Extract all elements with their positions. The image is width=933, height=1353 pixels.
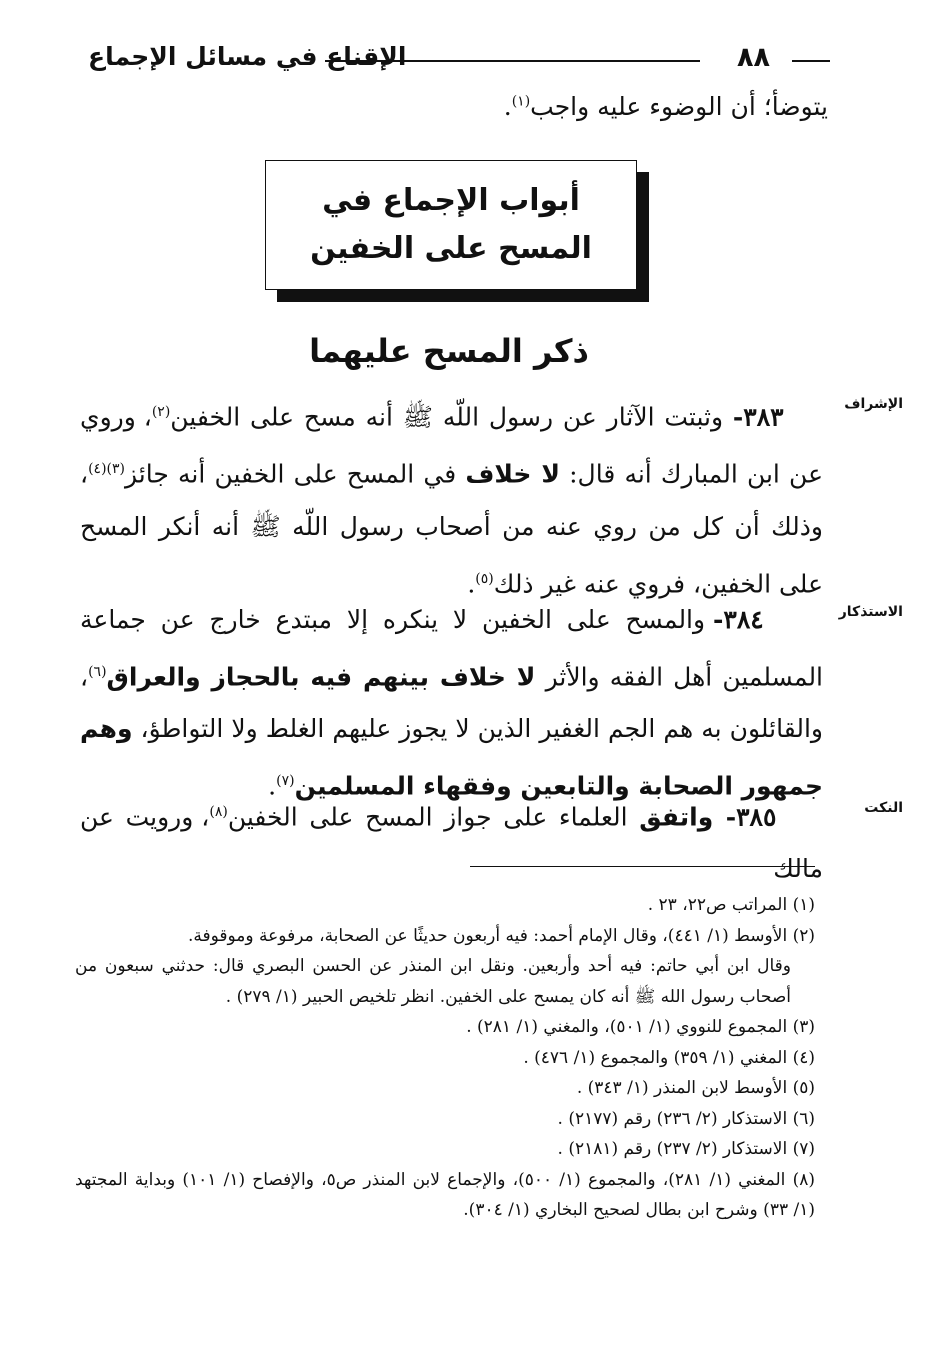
paragraph-text: وثبتت الآثار عن رسول اللّه ﷺ أنه مسح على الخفين xyxy=(170,402,733,432)
section-title: ذكر المسح عليهما xyxy=(309,332,589,370)
chapter-title: أبواب الإجماع في المسح على الخفين xyxy=(310,183,592,266)
footnote-2: (٢) الأوسط (١/ ٤٤١)، وقال الإمام أحمد: فيه أربعون حديثًا عن الصحابة، مرفوعة وموقوفة. xyxy=(187,925,815,946)
footnote-ref[interactable]: (٥) xyxy=(475,570,494,587)
footnote-ref[interactable]: (٧) xyxy=(276,773,295,790)
opening-line xyxy=(70,92,828,121)
opening-text: يتوضأ؛ أن الوضوء عليه واجب xyxy=(530,92,828,121)
page-number: ٨٨ xyxy=(737,42,770,73)
footnote-ref[interactable]: (٦) xyxy=(88,664,107,680)
chapter-title-box xyxy=(265,160,637,290)
margin-label-nukat: النكت xyxy=(864,800,903,816)
paragraph-text: . xyxy=(268,771,277,801)
footnotes xyxy=(75,890,815,1226)
opening-end: . xyxy=(503,92,512,121)
footnote-8: (٨) المغني (١/ ٢٨١)، والمجموع (١/ ٥٠٠)، والإجماع لابن المنذر ص٥، والإفصاح (١/ ١٠١) وبداية المجتهد (١/ ٣٣) وشرح ابن بطال لصحيح البخاري (١/ ٣٠٤). xyxy=(75,1169,815,1220)
bold-phrase: لا خلاف xyxy=(465,459,560,489)
bold-phrase: وهم جمهور الصحابة والتابعين وفقهاء المسلمين xyxy=(80,714,823,801)
footnote-ref[interactable]: (١) xyxy=(511,93,531,110)
paragraph-number: ٣٨٥- xyxy=(725,802,777,832)
paragraph-384 xyxy=(80,594,823,813)
page-header xyxy=(70,42,830,82)
footnote-2-continued: وقال ابن أبي حاتم: فيه أحد وأربعين. ونقل ابن المنذر عن الحسن البصري قال: حدثني سبعون من أصحاب رسول الله ﷺ أنه كان يمسح على الخفين. انظر تلخيص الحبير (١/ ٢٧٩) . xyxy=(75,956,791,1007)
paragraph-text: في المسح على الخفين أنه جائز xyxy=(125,459,466,489)
paragraph-text: العلماء على جواز المسح على الخفين xyxy=(227,802,640,832)
footnote-4: (٤) المغني (١/ ٣٥٩) والمجموع (١/ ٤٧٦) . xyxy=(523,1047,815,1068)
bold-phrase: واتفق xyxy=(639,802,726,832)
footnote-ref[interactable]: (٨) xyxy=(209,804,228,820)
footnote-ref[interactable]: (٣)(٤) xyxy=(88,461,126,478)
footnote-6: (٦) الاستذكار (٢/ ٢٣٦) رقم (٢١٧٧) . xyxy=(557,1108,815,1129)
paragraph-number: ٣٨٤- xyxy=(713,605,764,634)
paragraph-number: ٣٨٣- xyxy=(732,402,784,432)
paragraph-text: والمسح على الخفين لا ينكره إلا مبتدع خارج عن جماعة المسلمين أهل الفقه والأثر xyxy=(80,605,824,692)
footnote-5: (٥) الأوسط لابن المنذر (١/ ٣٤٣) . xyxy=(576,1078,815,1098)
paragraph-text: ، وروي عن ابن المبارك أنه قال: xyxy=(80,402,823,489)
paragraph-text: ، وذلك أن كل من روي عنه من أصحاب رسول اللّه ﷺ أنه أنكر المسح على الخفين، فروي عنه غير ذلك xyxy=(80,459,823,598)
paragraph-text: ، ورويت عن مالك xyxy=(80,802,823,884)
footnote-ref[interactable]: (٢) xyxy=(151,404,171,420)
bold-phrase: لا خلاف بينهم فيه بالحجاز والعراق xyxy=(106,662,536,692)
footnote-separator xyxy=(470,866,815,867)
paragraph-text: ، والقائلون به هم الجم الغفير الذين لا يجوز عليهم الغلط ولا التواطؤ، xyxy=(80,662,823,744)
footnote-1: (١) المراتب ص٢٢، ٢٣ . xyxy=(647,895,815,915)
paragraph-385 xyxy=(80,786,823,895)
paragraph-text: . xyxy=(467,568,476,598)
margin-label-ishraf: الإشراف xyxy=(844,396,903,412)
footnote-7: (٧) الاستذكار (٢/ ٢٣٧) رقم (٢١٨١) . xyxy=(557,1139,815,1159)
paragraph-383 xyxy=(80,386,823,610)
running-title: الإقناع في مسائل الإجماع xyxy=(88,42,407,71)
margin-label-istidhkar: الاستذكار xyxy=(838,604,903,620)
footnote-3: (٣) المجموع للنووي (١/ ٥٠١)، والمغني (١/ ٢٨١) . xyxy=(466,1017,815,1037)
